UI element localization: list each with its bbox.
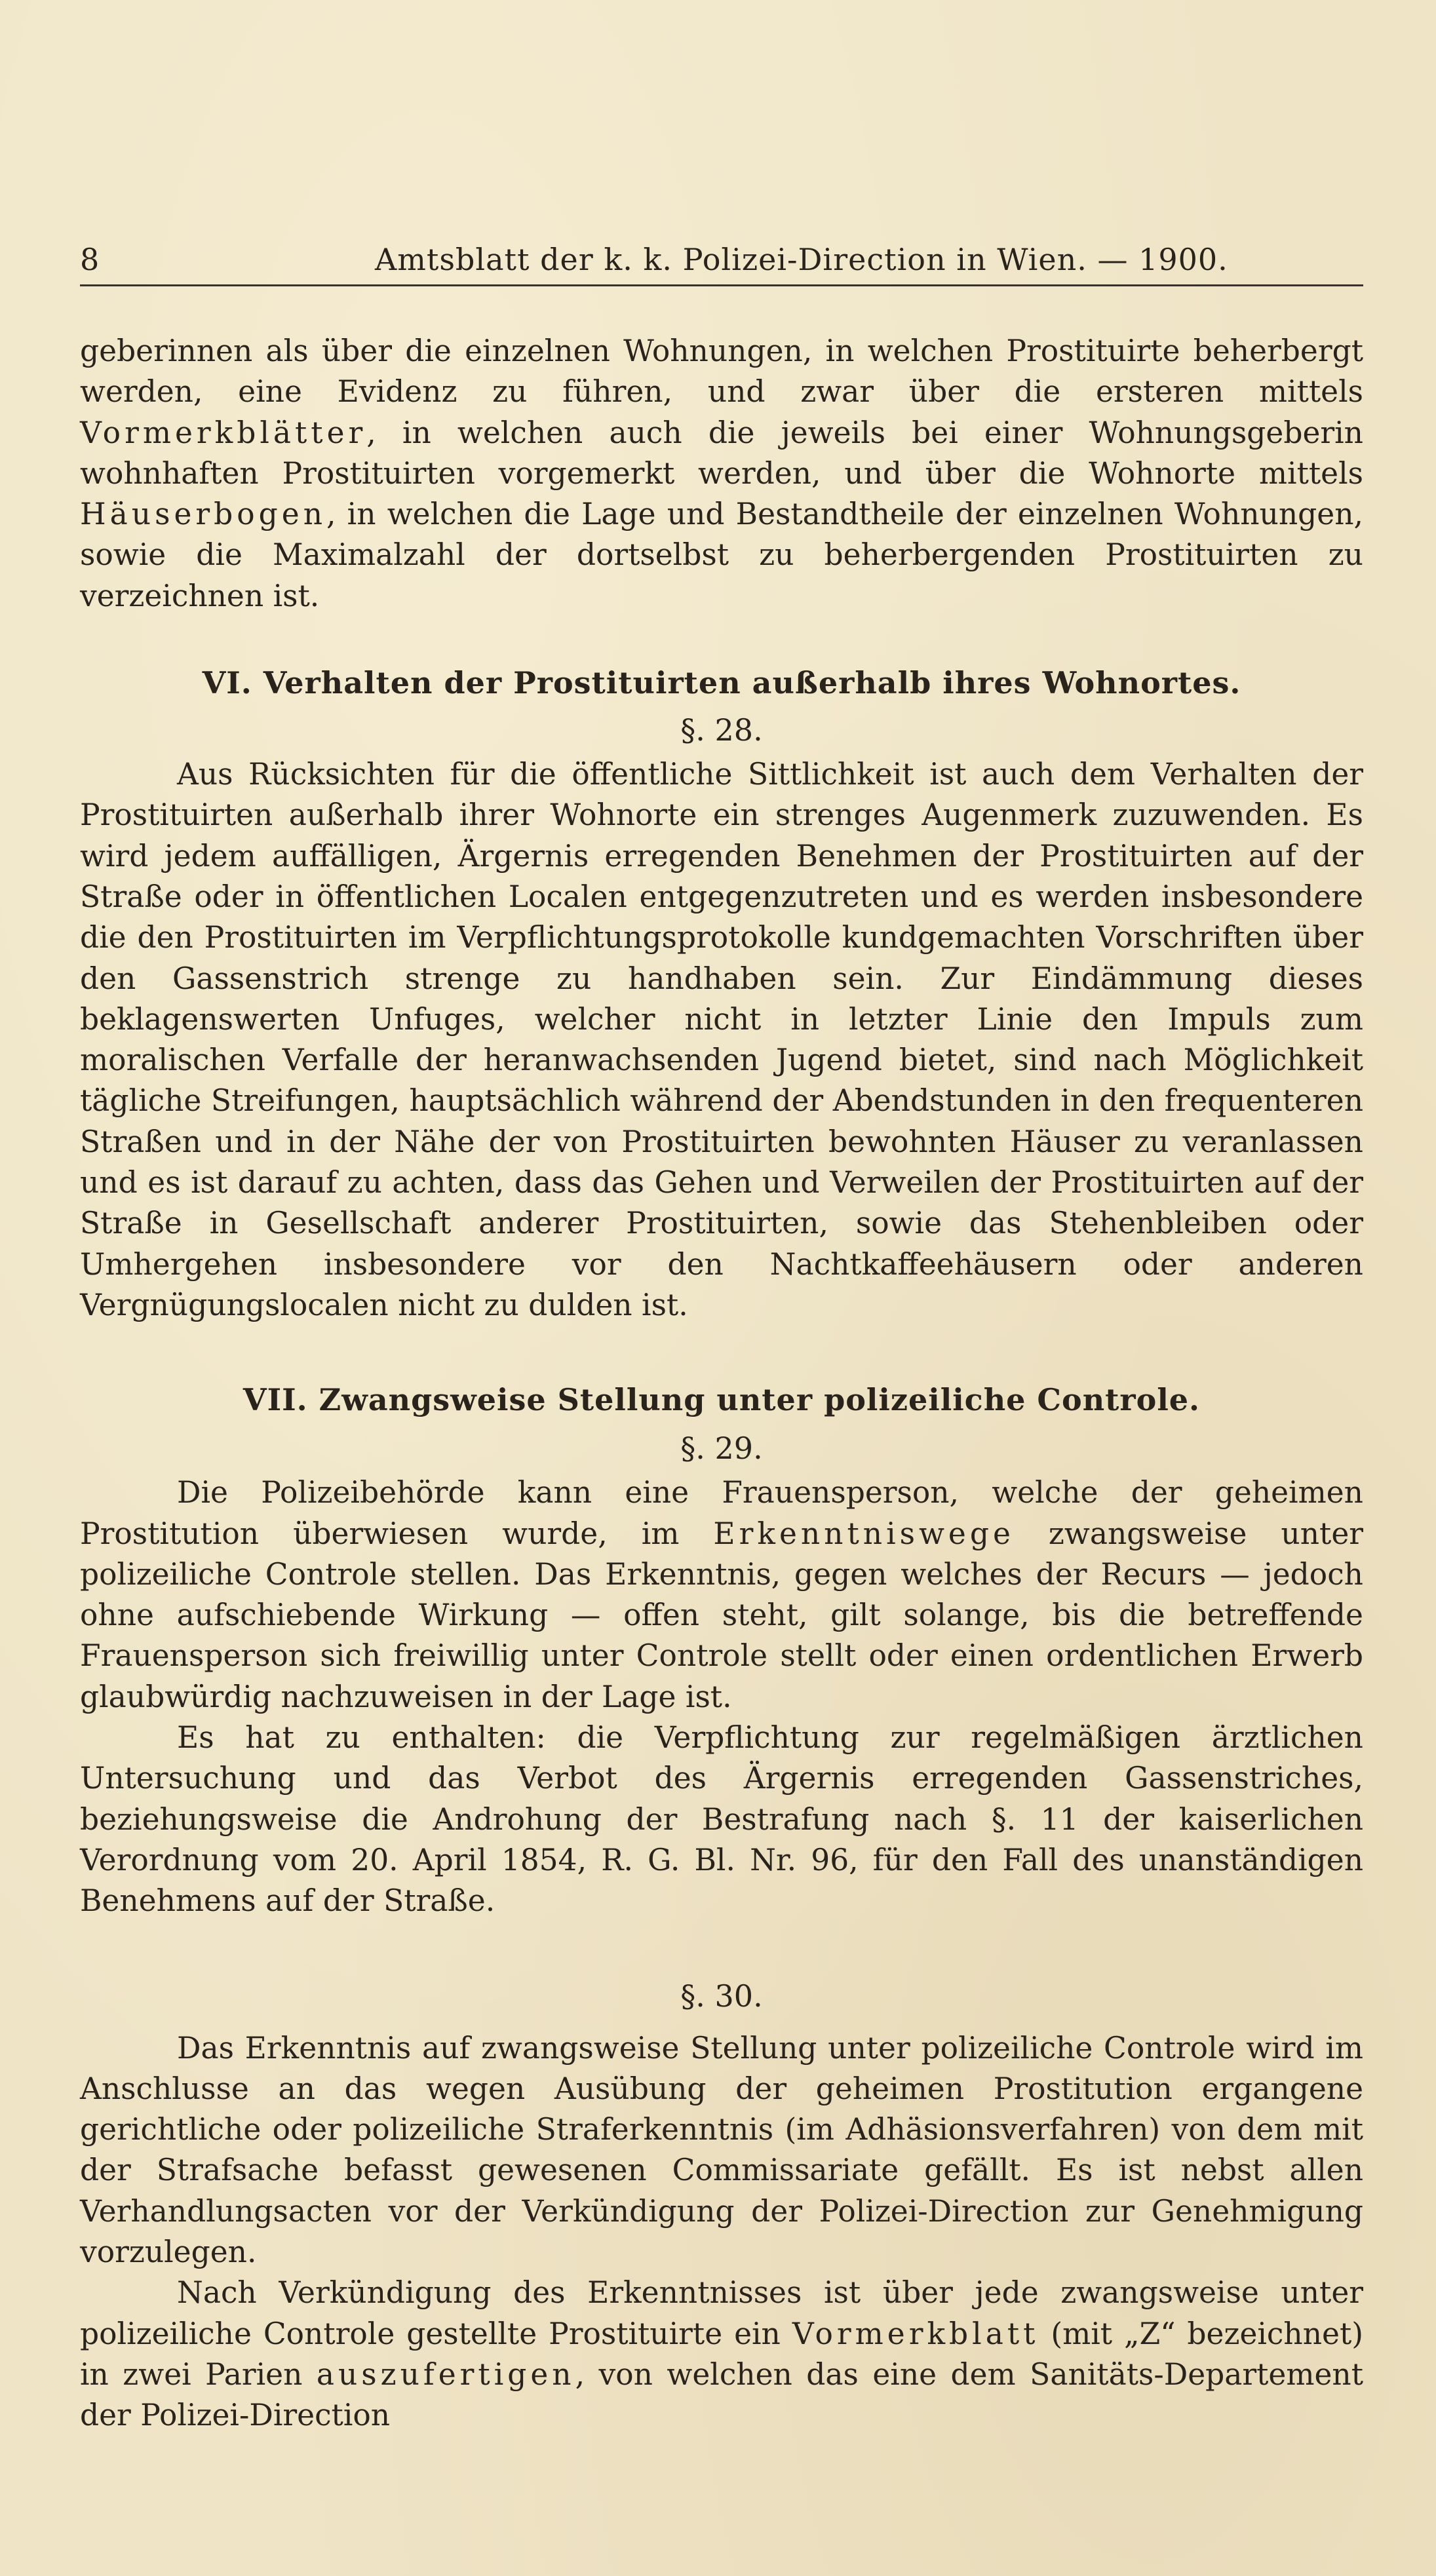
section-28-text: Aus Rücksichten für die öffentliche Sittlichkeit ist auch dem Verhalten der Prostituirten außerhalb ihrer Wohnorte ein strenges Augenmerk zuzuwenden. Es wird jedem auffälligen, Ärgernis erregenden Benehmen der Prostituirten auf der Straße oder in öffentlichen Localen entgegenzutreten und es werden insbesondere die den Prostituirten im Verpflichtungsprotokolle kundgemachten Vorschriften über den Gassenstrich strenge zu handhaben sein. Zur Eindämmung dieses beklagenswerten Unfuges, welcher nicht in letzter Linie den Impuls zum moralischen Verfalle der heranwachsenden Jugend bietet, sind nach Möglichkeit tägliche Streifungen, hauptsächlich während der Abendstunden in den frequenteren Straßen und in der Nähe der von Prostituirten bewohnten Häuser zu veranlassen und es ist darauf zu achten, dass das Gehen und Verweilen der Prostituirten auf der Straße in Gesellschaft anderer Prostituirten, sowie das Stehenbleiben oder Umhergehen insbesondere vor den Nachtkaffeehäusern oder anderen Vergnügungslocalen nicht zu dulden ist. (80, 757, 1363, 1322)
intro-text-3: , in welchen die Lage und Bestandtheile der einzelnen Wohnungen, sowie die Maximalzahl der dortselbst zu beherbergenden Prostituirten zu verzeichnen ist. (80, 497, 1363, 613)
section-30-text-1: Nach Verkündigung des Erkenntnisses ist über jede zwangsweise unter polizeiliche Controle gestellte Prostituirte ein (80, 2275, 1363, 2351)
section-29-text-2: zwangsweise unter polizeiliche Controle stellen. Das Erkenntnis, gegen welches der Recurs — jedoch ohne aufschiebende Wirkung — offen steht, gilt solange, bis die betreffende Frauensperson sich freiwillig unter Controle stellt oder einen ordentlichen Erwerb glaubwürdig nachzuweisen in der Lage ist. (80, 1516, 1364, 1714)
section-vi-heading: VI. Verhalten der Prostituirten außerhalb ihres Wohnortes. (202, 665, 1241, 701)
section-30-paragraph-1: Das Erkenntnis auf zwangsweise Stellung unter polizeiliche Controle wird im Anschlusse an das wegen Ausübung der geheimen Prostitution ergangene gerichtliche oder polizeiliche Straferkenntnis (im Adhäsionsverfahren) von dem mit der Strafsache befasst gewesenen Commissariate gefällt. Es ist nebst allen Verhandlungsacten vor der Verkündigung der Polizei-Direction zur Genehmigung vorzulegen. (80, 2030, 1363, 2269)
section-30-paragraph-2 (80, 2273, 1363, 2436)
header-rule (80, 284, 1363, 286)
section-30-spaced-term-1: Vormerkblatt (792, 2316, 1039, 2351)
intro-spaced-term-1: Vormerkblätter (80, 415, 367, 450)
page-header (80, 239, 1363, 280)
section-30-text-3: , von welchen das eine dem Sanitäts-Departement der Polizei-Direction (80, 2356, 1364, 2433)
intro-text-2: , in welchen auch die jeweils bei einer Wohnungsgeberin wohnhaften Prostituirten vorgemerkt werden, und über die Wohnorte mittels (80, 415, 1363, 491)
intro-paragraph (80, 331, 1363, 617)
section-30-spaced-term-2: auszufertigen (316, 2356, 575, 2392)
section-vii-heading: VII. Zwangsweise Stellung unter polizeiliche Controle. (243, 1382, 1201, 1418)
section-30-text-2: (mit „Z“ bezeichnet) in zwei Parien (80, 2316, 1363, 2392)
running-title: Amtsblatt der k. k. Polizei-Direction in Wien. — 1900. (375, 242, 1228, 277)
intro-spaced-term-2: Häuserbogen (80, 497, 327, 532)
section-30-number: §. 30. (680, 1978, 763, 2014)
document-body (80, 331, 1363, 2436)
page-number: 8 (80, 242, 100, 277)
section-29-text-1: Die Polizeibehörde kann eine Frauensperson, welche der geheimen Prostitution überwiesen wurde, im (80, 1475, 1363, 1551)
intro-text-1: geberinnen als über die einzelnen Wohnungen, in welchen Prostituirte beherbergt werden, eine Evidenz zu führen, und zwar über die ersteren mittels (80, 334, 1363, 410)
section-29-paragraph-1 (80, 1472, 1363, 1718)
section-29-paragraph-2: Es hat zu enthalten: die Verpflichtung zur regelmäßigen ärztlichen Untersuchung und das Verbot des Ärgernis erregenden Gassenstriches, beziehungsweise die Androhung der Bestrafung nach §. 11 der kaiserlichen Verordnung vom 20. April 1854, R. G. Bl. Nr. 96, für den Fall des unanständigen Benehmens auf der Straße. (80, 1720, 1363, 1919)
section-28-number: §. 28. (680, 712, 763, 748)
section-29-number: §. 29. (680, 1431, 763, 1467)
section-29-spaced-term: Erkenntniswege (713, 1516, 1015, 1551)
